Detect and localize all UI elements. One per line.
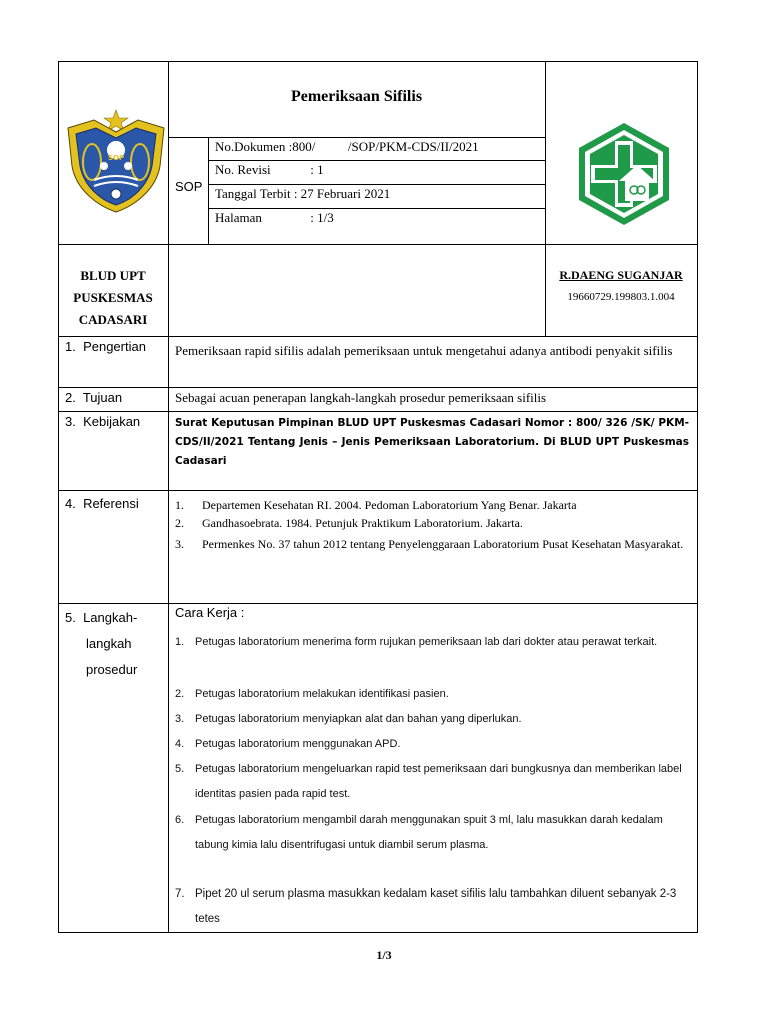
- list-item-number: 6.: [175, 814, 185, 826]
- issue-date-label: Tanggal Terbit: [215, 186, 291, 201]
- list-item-number: 3.: [175, 537, 184, 551]
- pengertian-label: 1. Pengertian: [65, 339, 146, 354]
- list-item-text: Gandhasoebrata. 1984. Petunjuk Praktikum Laboratorium. Jakarta.: [202, 516, 523, 530]
- list-item-number: 3.: [175, 713, 185, 725]
- langkah-label-line: prosedur: [86, 662, 138, 677]
- list-item-text: Departemen Kesehatan RI. 2004. Pedoman Laboratorium Yang Benar. Jakarta: [202, 498, 577, 512]
- document-title: Pemeriksaan Sifilis: [290, 88, 423, 105]
- list-item-number: 4.: [175, 738, 185, 750]
- page-label: Halaman: [215, 210, 262, 225]
- list-item-text: Petugas laboratorium menggunakan APD.: [195, 738, 401, 750]
- revision-value: : 1: [310, 162, 324, 177]
- tujuan-text: Sebagai acuan penerapan langkah-langkah prosedur pemeriksaan sifilis: [175, 390, 547, 405]
- signer-name: R.DAENG SUGANJAR: [559, 268, 683, 282]
- langkah-label-line: 5. Langkah-: [65, 610, 138, 625]
- list-item-text: Pipet 20 ul serum plasma masukkan kedalam kaset sifilis lalu tambahkan diluent sebanyak 2-3 tetes: [195, 888, 677, 925]
- organization-name: [58, 265, 168, 331]
- list-item-text: Petugas laboratorium mengambil darah menggunakan spuit 3 ml, lalu masukkan darah kedalam tabung kimia lalu disentrifugasi untuk diambil serum plasma.: [195, 814, 663, 851]
- doc-number-row: [215, 139, 540, 155]
- revision-row: [215, 162, 540, 178]
- kebijakan-label: 3. Kebijakan: [65, 414, 141, 429]
- list-item: [175, 707, 691, 732]
- list-item-text: Petugas laboratorium melakukan identifikasi pasien.: [195, 688, 449, 700]
- doc-number-label: No.Dokumen: [215, 139, 286, 154]
- doc-number-value: :800/ /SOP/PKM-CDS/II/2021: [288, 139, 479, 154]
- crest-inner-label: SOP: [108, 154, 125, 162]
- list-item: [175, 496, 689, 514]
- sop-label: SOP: [175, 179, 203, 194]
- kebijakan-text: Surat Keputusan Pimpinan BLUD UPT Puskesmas Cadasari Nomor : 800/ 326 /SK/ PKM-CDS/II/2021 Tentang Jenis – Jenis Pemeriksaan Laboratorium. Di BLUD UPT Puskesmas Cadasari: [175, 417, 689, 467]
- pengertian-text: Pemeriksaan rapid sifilis adalah pemeriksaan untuk mengetahui adanya antibodi penyakit sifilis: [175, 343, 673, 358]
- page-row: [215, 210, 540, 226]
- revision-label: No. Revisi: [215, 162, 271, 177]
- referensi-list: [175, 496, 689, 556]
- org-name-line: CADASARI: [78, 312, 148, 327]
- issue-date-value: : 27 Februari 2021: [293, 186, 391, 201]
- list-item-text: Permenkes No. 37 tahun 2012 tentang Penyelenggaraan Laboratorium Pusat Kesehatan Masyarakat.: [202, 537, 684, 551]
- procedure-steps: [175, 630, 691, 932]
- list-item: [175, 807, 691, 882]
- list-item-number: 5.: [175, 763, 185, 775]
- tujuan-label: 2. Tujuan: [65, 390, 123, 405]
- list-item-number: 2.: [175, 688, 185, 700]
- list-item: [175, 630, 691, 682]
- langkah-label-line: langkah: [86, 636, 132, 651]
- list-item-text: Petugas laboratorium menyiapkan alat dan bahan yang diperlukan.: [195, 713, 522, 725]
- list-item: [175, 882, 691, 932]
- list-item-number: 1.: [175, 498, 184, 512]
- page-number: 1/3: [376, 948, 392, 962]
- list-item-number: 2.: [175, 516, 184, 530]
- org-name-line: PUSKESMAS: [73, 290, 153, 305]
- list-item-number: 1.: [175, 636, 185, 648]
- list-item: [175, 732, 691, 757]
- list-item: [175, 532, 689, 556]
- langkah-label: [65, 605, 137, 683]
- list-item-text: Petugas laboratorium menerima form rujukan pemeriksaan lab dari dokter atau perawat terkait.: [195, 636, 658, 648]
- page-value: : 1/3: [310, 210, 334, 225]
- list-item-text: Petugas laboratorium mengeluarkan rapid test pemeriksaan dari bungkusnya dan memberikan label identitas pasien pada rapid test.: [195, 763, 682, 800]
- list-item: [175, 757, 691, 807]
- signer-id: 19660729.199803.1.004: [567, 291, 675, 303]
- issue-date-row: [215, 186, 540, 202]
- list-item: [175, 514, 689, 532]
- puskesmas-logo: [571, 121, 677, 227]
- referensi-label: 4. Referensi: [65, 496, 139, 511]
- regency-crest-logo: [64, 106, 168, 216]
- cara-kerja-heading: Cara Kerja :: [175, 605, 245, 620]
- list-item: [175, 682, 691, 707]
- org-name-line: BLUD UPT: [80, 268, 146, 283]
- list-item-number: 7.: [175, 888, 185, 900]
